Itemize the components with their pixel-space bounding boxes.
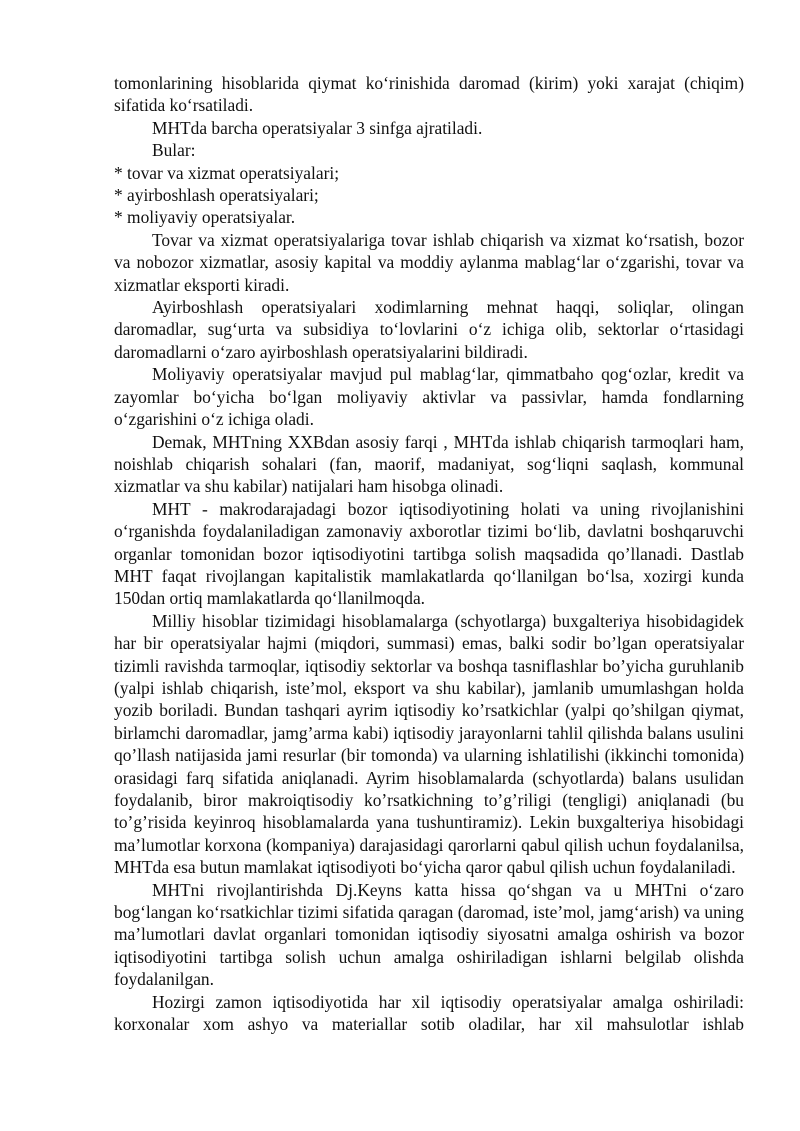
paragraph-modern-economy: Hozirgi zamon iqtisodiyotida har xil iqtisodiy operatsiyalar amalga oshiriladi: korxonalar xom ashyo va materiallar sotib oladilar, har xil mahsulotlar ishlab — [114, 991, 744, 1035]
paragraph-keynes: MHTni rivojlantirishda Dj.Keyns katta hissa qo‘shgan va u MHTni o‘zaro bog‘langan ko‘rsatkichlar tizimi sifatida qaragan (daromad, iste’mol, jamg‘arish) va uning ma’lumotlari davlat organlari tomonidan iqtisodiy siyosatni amalga oshirish va bozor iqtisodiyotini tartibga solish uchun amalga oshiriladigan ishlarni belgilab olishda foydalanilgan. — [114, 879, 744, 990]
list-item-financial: * moliyaviy operatsiyalar. — [114, 207, 296, 228]
paragraph-goods-services: Tovar va xizmat operatsiyalariga tovar ishlab chiqarish va xizmat ko‘rsatish, bozor va nobozor xizmatlar, asosiy kapital va moddiy aylanma mablag‘lar o‘zgarishi, tovar va xizmatlar eksporti kiradi. — [114, 229, 744, 295]
paragraph-classes: MHTda barcha operatsiyalar 3 sinfga ajratiladi. — [152, 117, 483, 138]
paragraph-exchange: Ayirboshlash operatsiyalari xodimlarning mehnat haqqi, soliqlar, olingan daromadlar, sug‘urta va subsidiya to‘lovlarini o‘z ichiga olib, sektorlar o‘rtasidagi daromadlarni o‘zaro ayirboshlash operatsiyalarini bildiradi. — [114, 297, 744, 362]
paragraph-national-accounts: Milliy hisoblar tizimidagi hisoblamalarga (schyotlarga) buxgalteriya hisobidagidek har bir operatsiyalar hajmi (miqdori, summasi) emas, balki sodir bo’lgan operatsiyalar tizimli ravishda tarmoqlar, iqtisodiy sektorlar va boshqa tasniflashlar bo’yicha guruhlanib (yalpi ishlab chiqarish, iste’mol, eksport va shu kabilar), jamlanib umumlashgan holda yozib boriladi. Bundan tashqari ayrim iqtisodiy ko’rsatkichlar (yalpi qo’shilgan qiymat, birlamchi daromadlar, jamg’arma kabi) iqtisodiy jarayonlarni tahlil qilishda balans usulini qo’llash natijasida jami resurlar (bir tomonda) va ularning ishlatilishi (ikkinchi tomonida) orasidagi farq sifatida aniqlanadi. Ayrim hisoblamalarda (schyotlarda) balans usulidan foydalanib, biror makroiqtisodiy ko’rsatkichning to’g’riligi (tengligi) aniqlanadi (bu to’g’risida keyinroq hisoblamalarda yana tushuntiramiz). Lekin buxgalteriya hisobidagi ma’lumotlar korxona (kompaniya) darajasidagi qarorlarni qabul qilish uchun foydalanilsa, MHTda esa butun mamlakat iqtisodiyoti bo‘yicha qaror qabul qilish uchun foydalaniladi. — [114, 610, 744, 878]
paragraph-difference: Demak, MHTning XXBdan asosiy farqi , MHTda ishlab chiqarish tarmoqlari ham, noishlab chiqarish sohalari (fan, maorif, madaniyat, sog‘liqni saqlash, kommunal xizmatlar va shu kabilar) natijalari ham hisobga olinadi. — [114, 431, 744, 497]
list-item-exchange: * ayirboshlash operatsiyalari; — [114, 185, 319, 206]
list-item-goods-services: * tovar va xizmat operatsiyalari; — [114, 162, 340, 183]
paragraph-financial: Moliyaviy operatsiyalar mavjud pul mablag‘lar, qimmatbaho qog‘ozlar, kredit va zayomlar bo‘yicha bo‘lgan moliyaviy aktivlar va passivlar, hamda fondlarning o‘zgarishini o‘z ichiga oladi. — [114, 364, 744, 430]
paragraph-continuation: tomonlarining hisoblarida qiymat ko‘rinishida daromad (kirim) yoki xarajat (chiqim) sifatida ko‘rsatiladi. — [114, 73, 744, 116]
paragraph-mht-definition: MHT - makrodarajadagi bozor iqtisodiyotining holati va uning rivojlanishini o‘rganishda foydalaniladigan zamonaviy axborotlar tizimi bo‘lib, davlatni boshqaruvchi organlar tomonidan bozor iqtisodiyotini tartibga solish maqsadida qo’llanadi. Dastlab MHT faqat rivojlangan kapitalistik mamlakatlarda qo‘llanilgan bo‘lsa, xozirgi kunda 150dan ortiq mamlakatlarda qo‘llanilmoqda. — [114, 498, 744, 609]
paragraph-bular: Bular: — [152, 140, 196, 161]
